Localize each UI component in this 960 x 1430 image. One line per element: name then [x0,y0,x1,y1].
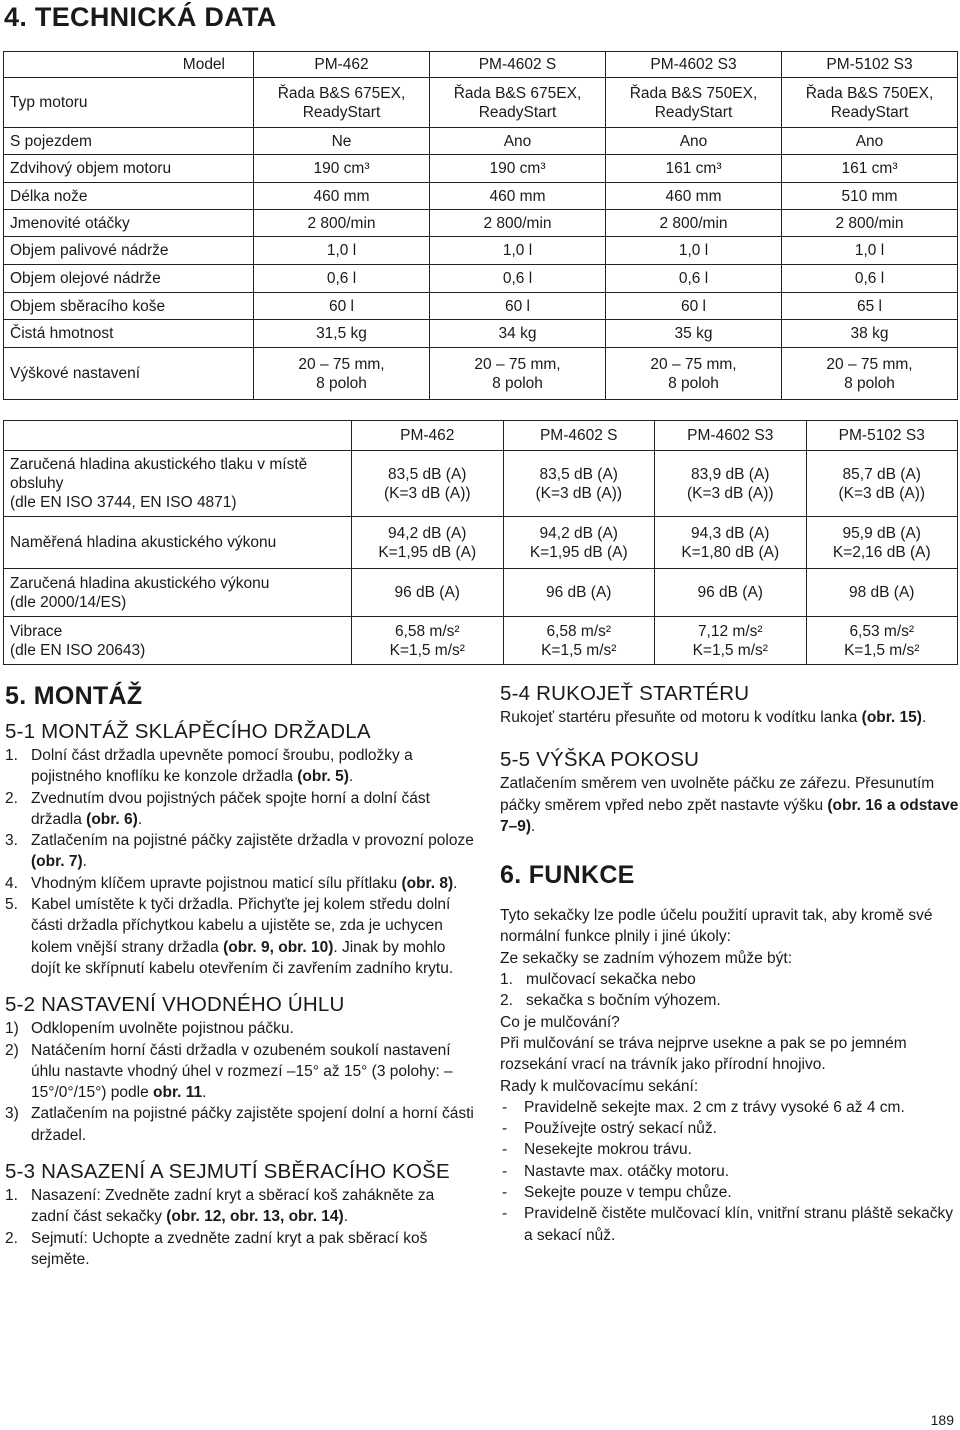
cell-line: (K=3 dB (A)) [838,484,926,502]
spec-value [782,128,958,155]
cell-line: 2 800/min [835,214,904,232]
subsection-5-4-title: 5-4 RUKOJEŤ STARTÉRU [500,682,750,705]
cell-line: 190 cm³ [489,160,546,177]
cell-line: 20 – 75 mm, [298,355,385,373]
cell-line: 60 l [681,297,706,315]
item-tail: . [453,874,458,892]
spec-value [606,183,782,210]
cell-line: 20 – 75 mm, [826,355,913,373]
spec-label: Výškové nastavení [4,348,254,400]
noise-label [4,617,352,665]
spec-value [782,293,958,320]
item-body: Nasazení: Zvedněte zadní kryt a sběrací koš zahákněte za zadní část sekačky [31,1187,435,1226]
noise-value [655,451,807,517]
item-number: 1) [5,1020,19,1038]
model-header: PM-5102 S3 [806,421,958,451]
noise-value [806,617,958,665]
noise-label [4,569,352,617]
cell-line: 7,12 m/s² [697,622,763,640]
spec-value [430,78,606,128]
spec-value [606,237,782,265]
spec-row [4,237,958,265]
item-number: 5. [5,896,18,914]
item-body: Dolní část držadla upevněte pomocí šroubu, podložky a pojistného knoflíku ke konzole držadla [31,747,413,786]
cell-line: 460 mm [313,187,370,205]
spec-value [782,348,958,400]
item-text [31,1185,475,1228]
cell-line: 460 mm [489,187,546,205]
subsection-5-3-title [5,1158,455,1185]
figure-ref: (obr. 12, obr. 13, obr. 14) [166,1208,344,1226]
noise-header-blank [4,421,352,451]
spec-label: Objem sběracího koše [4,293,254,320]
spec-value [782,320,958,348]
cell-line: 83,9 dB (A) [691,465,770,483]
spec-value [606,210,782,237]
tip-text: Nastavte max. otáčky motoru. [524,1162,730,1180]
spec-value [782,78,958,128]
cell-line: Ne [331,132,352,150]
cell-line: 94,2 dB (A) [539,524,618,542]
item-body: Odklopením uvolněte pojistnou páčku. [31,1020,294,1038]
item-body: Vhodným klíčem upravte pojistnou maticí sílu přítlaku [31,874,402,892]
cell-line: 6,53 m/s² [849,622,915,640]
cell-line: Ano [855,132,884,150]
cell-line: ReadyStart [654,103,733,121]
section-title-technical-data: 4. TECHNICKÁ DATA [4,2,277,32]
cell-line: ReadyStart [302,103,381,121]
subsection-5-2-list [5,1018,475,1146]
cell-line: 0,6 l [502,270,533,287]
spec-value [254,320,430,348]
spec-value [606,265,782,293]
bullet-dash: - [502,1205,508,1223]
cell-line: Zaručená hladina akustického výkonu [10,574,270,592]
cell-line: 6,58 m/s² [394,622,460,640]
cell-line: 94,2 dB (A) [388,524,467,542]
funkce-options-list [500,969,960,1012]
cell-line: Naměřená hladina akustického výkonu [10,534,277,551]
tip-text: Pravidelně sekejte max. 2 cm z trávy vysoké 6 až 4 cm. [524,1098,905,1116]
spec-row [4,128,958,155]
cell-line: K=1,5 m/s² [692,641,768,659]
tip-text: Sekejte pouze v tempu chůze. [524,1184,732,1202]
list-item [500,990,960,1011]
noise-value [806,451,958,517]
spec-value [606,155,782,183]
tip-item [500,1203,960,1246]
model-header: PM-4602 S [503,421,655,451]
cell-line: Řada B&S 675EX, [453,84,582,102]
spec-value [606,320,782,348]
spec-row [4,293,958,320]
noise-value [352,517,504,569]
item-text [31,830,475,873]
funkce-question: Co je mulčování? [500,1013,620,1031]
cell-line: 2 800/min [659,214,728,232]
spec-value [606,293,782,320]
noise-value [655,569,807,617]
cell-line: 96 dB (A) [697,584,763,601]
item-number: 1. [500,971,513,989]
spec-row [4,155,958,183]
spec-label: S pojezdem [4,128,254,155]
subsection-5-3-title-text: 5-3 NASAZENÍ A SEJMUTÍ SBĚRACÍHO KOŠE [5,1160,450,1184]
bullet-dash: - [502,1120,508,1138]
cell-line: 60 l [505,297,530,315]
bullet-dash: - [502,1162,508,1180]
noise-label [4,517,352,569]
tip-item [500,1161,960,1182]
cell-line: 1,0 l [326,242,357,259]
cell-line: 6,58 m/s² [546,622,612,640]
paragraph-tail: . [531,817,536,835]
cell-line: (dle EN ISO 3744, EN ISO 4871) [10,494,237,511]
technical-data-table [3,51,958,400]
cell-line: 8 poloh [844,374,895,392]
item-text [31,1040,475,1104]
funkce-tips-list [500,1097,960,1246]
item-text [31,745,475,788]
cell-line: 8 poloh [316,374,367,392]
spec-value [430,183,606,210]
noise-value [806,517,958,569]
item-number: 2) [5,1041,19,1059]
cell-line: 161 cm³ [841,160,898,177]
subsection-5-1-list [5,745,475,979]
spec-row [4,78,958,128]
cell-line: ReadyStart [478,103,557,121]
item-text [31,1018,475,1039]
item-text: mulčovací sekačka nebo [526,971,696,989]
item-tail: . [202,1084,207,1102]
cell-line: 8 poloh [668,374,719,392]
item-body: Natáčením horní části držadla v ozubeném soukolí nastavení úhlu nastavte vhodný úhel v rozmezí –15° až 15° (3 polohy: –15°/0°/15°) podle [31,1041,453,1102]
tip-text: Nesekejte mokrou trávu. [524,1141,692,1159]
model-header: PM-462 [352,421,504,451]
cell-line: K=1,5 m/s² [844,641,920,659]
cell-line: 2 800/min [483,214,552,232]
item-number: 1. [5,1187,18,1205]
item-tail: . [82,853,87,871]
tip-item [500,1182,960,1203]
spec-value [430,155,606,183]
cell-line: 35 kg [674,325,713,342]
spec-value [606,348,782,400]
tip-item [500,1118,960,1139]
cell-line: 95,9 dB (A) [842,524,921,542]
cell-line: 83,5 dB (A) [388,465,467,483]
subsection-5-1-title: 5-1 MONTÁŽ SKLÁPĚCÍHO DRŽADLA [5,720,371,743]
item-text [31,1228,475,1271]
tip-text: Používejte ostrý sekací nůž. [524,1120,717,1138]
tip-item [500,1139,960,1160]
cell-line: 161 cm³ [665,160,722,177]
list-item [5,1018,475,1039]
spec-label: Čistá hmotnost [4,320,254,348]
spec-row [4,183,958,210]
cell-line: K=1,95 dB (A) [378,543,477,561]
noise-value [352,451,504,517]
figure-ref: (obr. 6) [86,810,138,828]
item-text [31,788,475,831]
bullet-dash: - [502,1141,508,1159]
item-text [31,1103,475,1146]
spec-value [782,237,958,265]
cell-line: 96 dB (A) [394,584,460,601]
spec-row [4,265,958,293]
cell-line: K=1,80 dB (A) [681,543,780,561]
section-title-montaz: 5. MONTÁŽ [5,682,143,710]
bullet-dash: - [502,1184,508,1202]
spec-value [254,348,430,400]
item-body: Zatlačením na pojistné páčky zajistěte držadla v provozní poloze [31,832,474,850]
cell-line: 60 l [329,297,354,315]
list-item [5,873,475,894]
item-tail: . Jinak by mohlo dojít ke skřípnutí kabelu otevřením či zavřením zadního krytu. [31,938,454,977]
cell-line: 8 poloh [492,374,543,392]
subsection-5-5-text [500,773,960,837]
spec-value [782,183,958,210]
subsection-5-4-text [500,707,960,728]
cell-line: K=1,95 dB (A) [529,543,628,561]
cell-line: 510 mm [841,187,898,205]
noise-value [503,451,655,517]
noise-value [503,617,655,665]
noise-value [503,569,655,617]
noise-value [352,569,504,617]
list-item [5,1228,475,1271]
item-tail: . [343,1208,349,1226]
cell-line: 20 – 75 mm, [650,355,737,373]
list-item [5,1040,475,1104]
cell-line: 65 l [857,297,882,315]
noise-row [4,517,958,569]
spec-value [782,265,958,293]
model-label: Model [4,52,254,78]
item-number: 3. [5,832,18,850]
list-item [5,830,475,873]
figure-ref: (obr. 8) [401,874,454,892]
cell-line: 38 kg [850,325,889,342]
cell-line: Ano [503,132,532,150]
spec-header-row [4,52,958,78]
cell-line: 0,6 l [326,270,357,287]
figure-ref: (obr. 16 a odstave 7–9) [500,796,959,835]
model-header: PM-4602 S3 [655,421,807,451]
cell-line: 190 cm³ [313,160,370,177]
list-item [5,745,475,788]
cell-line: Zaručená hladina akustického tlaku v místě [10,456,308,473]
model-header: PM-4602 S [430,52,606,78]
list-item [5,1185,475,1228]
noise-header-row [4,421,958,451]
spec-value [254,155,430,183]
spec-value [430,237,606,265]
cell-line: 94,3 dB (A) [691,524,770,542]
spec-value [606,128,782,155]
spec-label: Objem palivové nádrže [4,237,254,265]
figure-ref: obr. 11 [153,1084,203,1102]
model-header: PM-4602 S3 [606,52,782,78]
page-number: 189 [930,1412,954,1428]
item-number: 2. [5,1229,18,1247]
spec-label: Délka nože [4,183,254,210]
spec-value [254,265,430,293]
noise-row [4,451,958,517]
cell-line: 1,0 l [854,242,885,259]
noise-row [4,569,958,617]
spec-value [254,293,430,320]
spec-value [254,237,430,265]
item-body: Zvednutím dvou pojistných páček spojte horní a dolní část držadla [31,789,430,828]
cell-line: (K=3 dB (A)) [686,484,774,502]
spec-label: Objem olejové nádrže [4,265,254,293]
noise-label [4,451,352,517]
spec-row [4,348,958,400]
item-body: Zatlačením na pojistné páčky zajistěte spojení dolní a horní části držadel. [31,1105,474,1144]
cell-line: 1,0 l [502,242,533,259]
noise-value [503,517,655,569]
noise-value [352,617,504,665]
item-number: 3) [5,1105,19,1123]
spec-row [4,210,958,237]
list-item [5,788,475,831]
cell-line: 96 dB (A) [546,584,612,601]
cell-line: K=2,16 dB (A) [832,543,931,561]
cell-line: Řada B&S 750EX, [805,84,934,102]
cell-line: Vibrace [10,622,63,640]
cell-line: 20 – 75 mm, [474,355,561,373]
spec-label: Typ motoru [4,78,254,128]
cell-line: (dle EN ISO 20643) [10,641,146,659]
spec-value [430,210,606,237]
spec-label: Jmenovité otáčky [4,210,254,237]
item-number: 1. [5,747,18,764]
spec-value [782,210,958,237]
noise-row [4,617,958,665]
model-header: PM-462 [254,52,430,78]
list-item [5,1103,475,1146]
cell-line: Ano [679,132,708,150]
cell-line: Řada B&S 750EX, [629,84,758,102]
spec-row [4,320,958,348]
figure-ref: (obr. 7) [31,853,83,871]
cell-line: 2 800/min [307,214,376,232]
cell-line: (K=3 dB (A)) [383,484,471,502]
spec-value [254,183,430,210]
list-item [500,969,960,990]
tip-item [500,1097,960,1118]
cell-line: 460 mm [665,187,722,205]
left-column [5,680,475,1270]
funkce-line2: Ze sekačky se zadním výhozem může být: [500,949,793,967]
spec-label: Zdvihový objem motoru [4,155,254,183]
spec-value [254,210,430,237]
noise-value [655,617,807,665]
cell-line: 83,5 dB (A) [539,465,618,483]
item-tail: . [137,810,143,828]
spec-value [430,128,606,155]
noise-value [806,569,958,617]
right-column [500,680,960,1246]
spec-value [430,293,606,320]
subsection-5-5-title: 5-5 VÝŠKA POKOSU [500,748,700,772]
cell-line: 31,5 kg [316,325,367,342]
paragraph-text: Zatlačením směrem ven uvolněte páčku ze zářezu. Přesunutím páčky směrem vpřed nebo zpět nastavte výšku [500,775,935,814]
figure-ref: (obr. 5) [297,768,349,786]
cell-line: K=1,5 m/s² [541,641,617,659]
cell-line: 85,7 dB (A) [842,465,921,483]
tip-text: Pravidelně čistěte mulčovací klín, vnitřní stranu pláště sekačky a sekací nůž. [524,1205,954,1244]
list-item [5,894,475,979]
cell-line: ReadyStart [830,103,909,121]
item-text: sekačka s bočním výhozem. [526,992,721,1010]
spec-value [430,265,606,293]
item-number: 2. [500,992,513,1010]
funkce-intro: Tyto sekačky lze podle účelu použití upravit tak, aby kromě své normální funkce plnily i jiné úkoly: [500,907,933,946]
figure-ref: (obr. 9, obr. 10) [223,938,334,956]
item-number: 2. [5,789,18,807]
cell-line: 0,6 l [678,270,709,287]
spec-value [782,155,958,183]
cell-line: (K=3 dB (A)) [535,484,623,502]
spec-value [430,348,606,400]
cell-line: 0,6 l [854,270,885,287]
spec-value [254,78,430,128]
item-body: Sejmutí: Uchopte a zvedněte zadní kryt a pak sběrací koš sejměte. [31,1229,428,1268]
noise-vibration-table [3,420,958,665]
funkce-tips-title: Rady k mulčovacímu sekání: [500,1077,699,1095]
item-body: Kabel umístěte k tyči držadla. Přichyťte jej kolem středu dolní části držadla příchytkou kabelu a ujistěte se, zda je uchycen kolem vnější strany držadla [31,896,451,956]
item-text [31,873,475,894]
section-title-funkce: 6. FUNKCE [500,861,635,890]
cell-line: (dle 2000/14/ES) [10,593,127,611]
subsection-5-3-list [5,1185,475,1270]
paragraph-tail: . [921,709,927,726]
noise-value [655,517,807,569]
spec-value [606,78,782,128]
spec-value [254,128,430,155]
subsection-5-2-title: 5-2 NASTAVENÍ VHODNÉHO ÚHLU [5,993,345,1017]
item-text [31,894,475,979]
funkce-paragraph: Při mulčování se tráva nejprve usekne a pak se po jemném rozsekání vrací na trávník jako přírodní hnojivo. [500,1034,907,1074]
figure-ref: (obr. 15) [861,709,922,726]
cell-line: 1,0 l [678,242,709,259]
item-tail: . [348,768,354,786]
item-number: 4. [5,874,18,892]
cell-line: K=1,5 m/s² [389,641,465,659]
cell-line: 34 kg [498,325,537,342]
cell-line: obsluhy [10,475,64,492]
cell-line: Řada B&S 675EX, [277,84,406,102]
cell-line: 98 dB (A) [849,584,915,601]
paragraph-text: Rukojeť startéru přesuňte od motoru k vodítku lanka [500,709,858,726]
spec-value [430,320,606,348]
model-header: PM-5102 S3 [782,52,958,78]
bullet-dash: - [502,1098,508,1116]
